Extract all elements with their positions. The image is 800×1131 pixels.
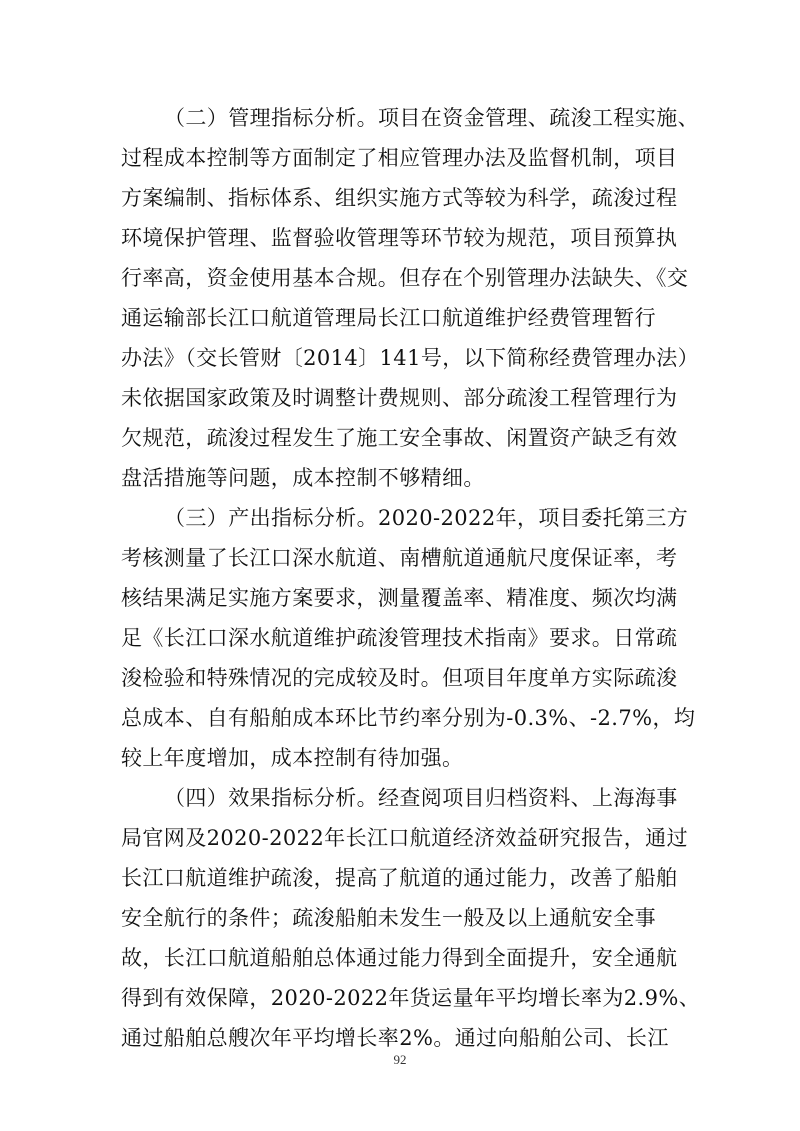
paragraph-line: 核结果满足实施方案要求，测量覆盖率、精准度、频次均满	[121, 586, 678, 610]
paragraph-line: 故，长江口航道船舶总体通过能力得到全面提升，安全通航	[121, 946, 678, 970]
paragraph-line: 浚检验和特殊情况的完成较及时。但项目年度单方实际疏浚	[121, 666, 678, 690]
paragraph-line: （二）管理指标分析。项目在资金管理、疏浚工程实施、	[164, 106, 699, 130]
paragraph-line: 安全航行的条件；疏浚船舶未发生一般及以上通航安全事	[121, 906, 656, 930]
paragraph-line: 足《长江口深水航道维护疏浚管理技术指南》要求。日常疏	[121, 626, 678, 650]
paragraph-line: 环境保护管理、监督验收管理等环节较为规范，项目预算执	[121, 226, 678, 250]
paragraph-line: 通过船舶总艘次年平均增长率2%。通过向船舶公司、长江	[121, 1026, 669, 1050]
page-number: 92	[393, 1052, 407, 1067]
paragraph-line: 局官网及2020-2022年长江口航道经济效益研究报告，通过	[121, 826, 688, 850]
paragraph-line: 过程成本控制等方面制定了相应管理办法及监督机制，项目	[121, 146, 678, 170]
paragraph-line: 得到有效保障，2020-2022年货运量年平均增长率为2.9%、	[121, 986, 701, 1010]
paragraph-line: 总成本、自有船舶成本环比节约率分别为-0.3%、-2.7%，均	[121, 706, 696, 730]
paragraph-line: （四）效果指标分析。经查阅项目归档资料、上海海事	[164, 786, 678, 810]
paragraph-line: 行率高，资金使用基本合规。但存在个别管理办法缺失、《交	[121, 266, 689, 290]
paragraph-line: （三）产出指标分析。2020-2022年，项目委托第三方	[164, 506, 689, 530]
paragraph-line: 欠规范，疏浚过程发生了施工安全事故、闲置资产缺乏有效	[121, 426, 678, 450]
paragraph-line: 未依据国家政策及时调整计费规则、部分疏浚工程管理行为	[121, 386, 678, 410]
paragraph-line: 长江口航道维护疏浚，提高了航道的通过能力，改善了船舶	[121, 866, 678, 890]
paragraph-line: 办法》（交长管财〔2014〕141号，以下简称经费管理办法）	[121, 346, 700, 370]
paragraph-line: 较上年度增加，成本控制有待加强。	[121, 746, 464, 770]
paragraph-line: 盘活措施等问题，成本控制不够精细。	[121, 466, 485, 490]
paragraph-line: 通运输部长江口航道管理局长江口航道维护经费管理暂行	[121, 306, 656, 330]
paragraph-line: 考核测量了长江口深水航道、南槽航道通航尺度保证率，考	[121, 546, 678, 570]
paragraph-line: 方案编制、指标体系、组织实施方式等较为科学，疏浚过程	[121, 186, 678, 210]
